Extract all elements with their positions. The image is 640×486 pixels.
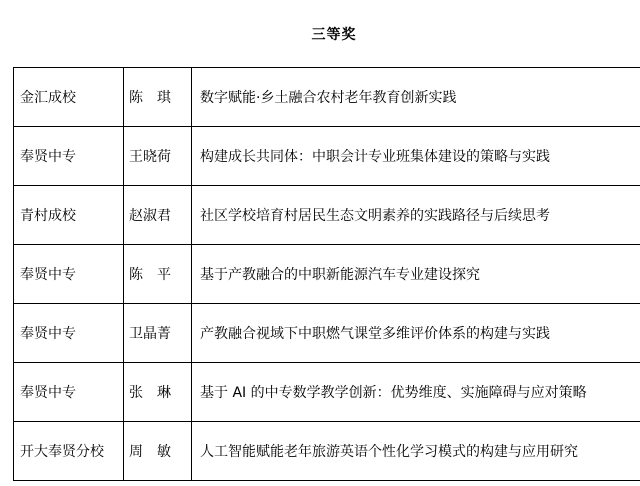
school-cell: 金汇成校 — [14, 68, 124, 127]
table-row — [14, 186, 640, 245]
name-cell: 张 琳 — [124, 363, 192, 422]
school-cell: 开大奉贤分校 — [14, 422, 124, 481]
table-row — [14, 245, 640, 304]
table-row — [14, 127, 640, 186]
school-cell: 青村成校 — [14, 186, 124, 245]
name-cell: 赵淑君 — [124, 186, 192, 245]
table-row — [14, 68, 640, 127]
table-row — [14, 304, 640, 363]
school-cell: 奉贤中专 — [14, 363, 124, 422]
school-cell: 奉贤中专 — [14, 245, 124, 304]
project-title-cell: 社区学校培育村居民生态文明素养的实践路径与后续思考 — [192, 186, 640, 245]
project-title-cell: 人工智能赋能老年旅游英语个性化学习模式的构建与应用研究 — [192, 422, 640, 481]
name-cell: 陈 平 — [124, 245, 192, 304]
name-cell: 卫晶菁 — [124, 304, 192, 363]
table-row — [14, 422, 640, 481]
school-cell: 奉贤中专 — [14, 127, 124, 186]
award-tier-title: 三等奖 — [311, 27, 357, 43]
name-cell: 陈 琪 — [124, 68, 192, 127]
project-title-cell: 数字赋能·乡土融合农村老年教育创新实践 — [192, 68, 640, 127]
project-title-cell: 产教融合视域下中职燃气课堂多维评价体系的构建与实践 — [192, 304, 640, 363]
awards-table — [13, 67, 640, 481]
name-cell: 王晓荷 — [124, 127, 192, 186]
school-cell: 奉贤中专 — [14, 304, 124, 363]
project-title-cell: 基于产教融合的中职新能源汽车专业建设探究 — [192, 245, 640, 304]
name-cell: 周 敏 — [124, 422, 192, 481]
project-title-cell: 基于 AI 的中专数学教学创新：优势维度、实施障碍与应对策略 — [192, 363, 640, 422]
table-row — [14, 363, 640, 422]
project-title-cell: 构建成长共同体：中职会计专业班集体建设的策略与实践 — [192, 127, 640, 186]
